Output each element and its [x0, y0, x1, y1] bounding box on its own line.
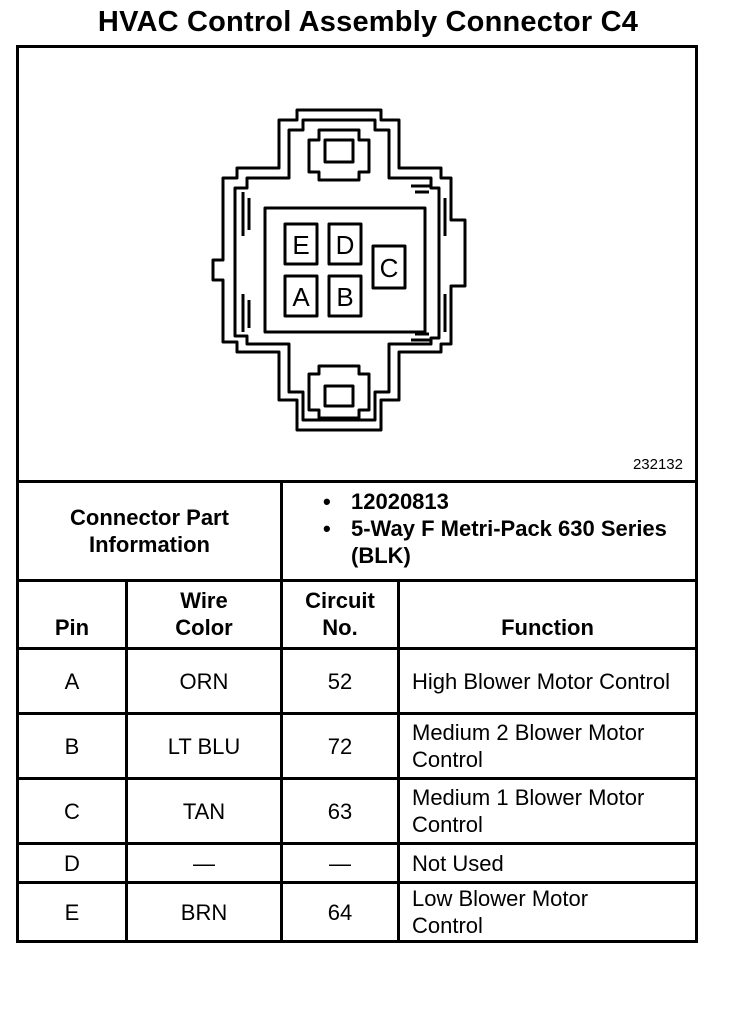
- part-description: • 5-Way F Metri-Pack 630 Series (BLK): [323, 515, 695, 569]
- part-info-label: Connector Part Information: [70, 505, 229, 557]
- table-cell-wire-color: BRN: [180, 899, 228, 925]
- table-cell-wire-color: ORN: [179, 668, 229, 694]
- table-cell-pin: B: [64, 733, 80, 759]
- cavity-label-d: D: [335, 230, 355, 260]
- table-cell-circuit: 64: [327, 899, 353, 925]
- cavity-label-b: B: [336, 282, 354, 312]
- table-cell-function: Medium 1 Blower Motor Control: [412, 785, 645, 837]
- header-circuit: Circuit No.: [305, 588, 375, 640]
- cavity-label-c: C: [379, 253, 399, 283]
- table-cell-circuit: 72: [327, 733, 353, 759]
- table-cell-function: Low Blower Motor Control: [412, 886, 589, 938]
- table-cell-pin: A: [64, 668, 80, 694]
- cavity-label-e: E: [292, 230, 310, 260]
- connector-sheet: [16, 45, 698, 943]
- table-cell-circuit: 63: [327, 798, 353, 824]
- table-cell-wire-color: LT BLU: [167, 733, 241, 759]
- part-number: • 12020813: [323, 488, 695, 515]
- figure-id: 232132: [632, 456, 683, 473]
- header-pin: Pin: [54, 615, 90, 640]
- header-wire-color: Wire Color: [175, 588, 233, 640]
- table-cell-circuit: 52: [327, 668, 353, 694]
- table-cell-function: Medium 2 Blower Motor Control: [412, 720, 645, 772]
- table-cell-pin: E: [64, 899, 80, 925]
- part-info-list: [283, 484, 695, 580]
- page-title: HVAC Control Assembly Connector C4: [97, 6, 639, 38]
- bottom-latch: [309, 366, 369, 418]
- table-cell-pin: C: [64, 798, 80, 824]
- table-cell-function: High Blower Motor Control: [412, 668, 670, 694]
- table-cell-circuit: —: [329, 850, 351, 876]
- top-latch: [309, 130, 369, 180]
- cavity-label-a: A: [292, 282, 310, 312]
- table-cell-function: Not Used: [412, 850, 504, 876]
- header-function: Function: [501, 615, 594, 640]
- table-cell-pin: D: [64, 850, 80, 876]
- connector-diagram: [19, 48, 695, 480]
- connector-housing-outline: [213, 110, 465, 430]
- table-cell-wire-color: TAN: [182, 798, 226, 824]
- connector-face-drawing: [19, 48, 695, 480]
- table-cell-wire-color: —: [193, 850, 215, 876]
- cavity-field: [265, 208, 425, 332]
